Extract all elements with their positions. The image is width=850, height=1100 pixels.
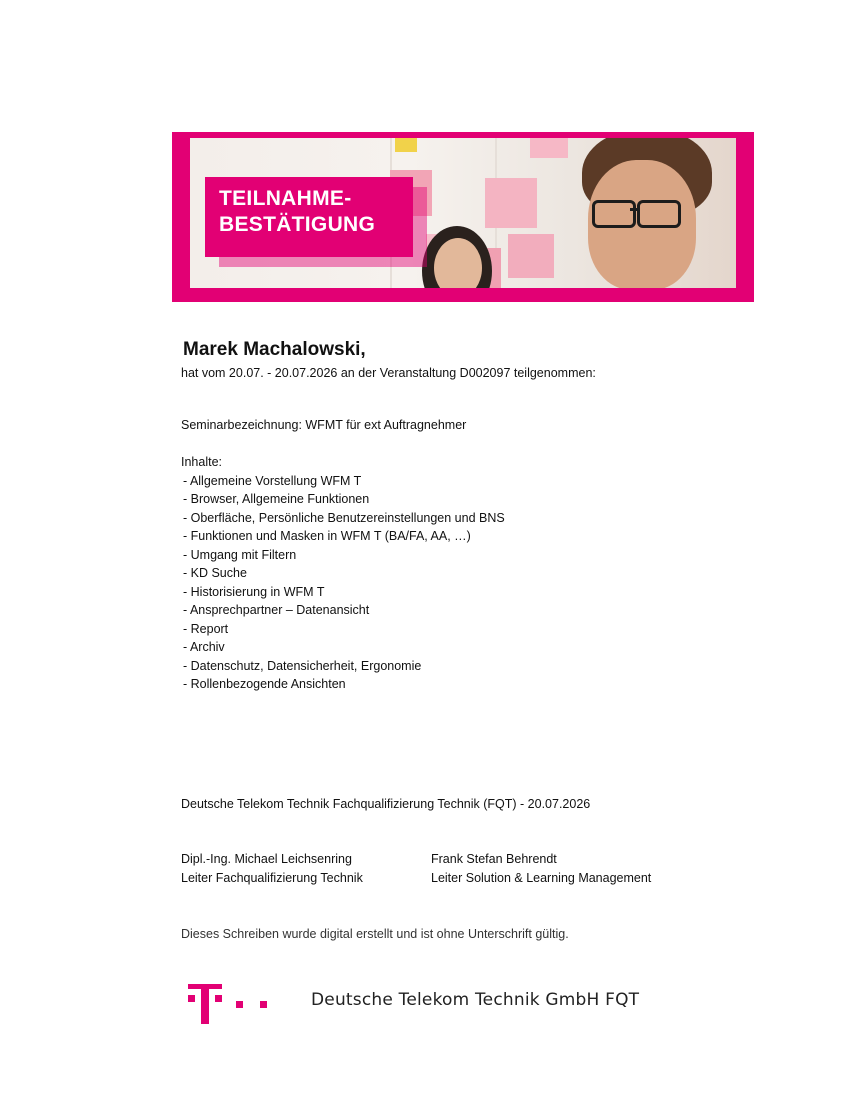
- glasses-left-lens: [592, 200, 636, 228]
- sticky-note: [485, 178, 537, 228]
- recipient-name: Marek Machalowski,: [183, 339, 366, 360]
- contents-item: - Archiv: [183, 640, 225, 654]
- title-box: [205, 177, 413, 257]
- banner-photo: [190, 138, 736, 288]
- header-banner: [172, 132, 754, 302]
- signatory-left-name: Dipl.-Ing. Michael Leichsenring: [181, 852, 352, 866]
- banner-title-line2: BESTÄTIGUNG: [219, 213, 376, 236]
- contents-item: - Allgemeine Vorstellung WFM T: [183, 474, 362, 488]
- contents-heading: Inhalte:: [181, 455, 223, 469]
- signatory-right-role: Leiter Solution & Learning Management: [431, 871, 652, 885]
- footer-company-name: Deutsche Telekom Technik GmbH FQT: [311, 990, 640, 1010]
- glasses-right-lens: [637, 200, 681, 228]
- contents-item: - Historisierung in WFM T: [183, 585, 325, 599]
- digital-notice: Dieses Schreiben wurde digital erstellt und ist ohne Unterschrift gültig.: [181, 927, 569, 941]
- attendance-statement: hat vom 20.07. - 20.07.2026 an der Veranstaltung D002097 teilgenommen:: [181, 366, 596, 380]
- contents-item: - Browser, Allgemeine Funktionen: [183, 492, 370, 506]
- banner-title-line1: TEILNAHME-: [219, 187, 352, 210]
- telekom-t-logo-icon: [186, 980, 272, 1031]
- signatory-right-name: Frank Stefan Behrendt: [431, 852, 557, 866]
- issuer-line: Deutsche Telekom Technik Fachqualifizierung Technik (FQT) - 20.07.2026: [181, 797, 591, 811]
- sticky-note: [530, 138, 568, 158]
- signatory-left-role: Leiter Fachqualifizierung Technik: [181, 871, 363, 885]
- contents-item: - Umgang mit Filtern: [183, 548, 297, 562]
- contents-item: - Funktionen und Masken in WFM T (BA/FA, AA, …): [183, 529, 471, 543]
- sticky-note: [395, 138, 417, 152]
- contents-item: - Oberfläche, Persönliche Benutzereinstellungen und BNS: [183, 511, 505, 525]
- seminar-title: Seminarbezeichnung: WFMT für ext Auftragnehmer: [181, 418, 467, 432]
- glasses-bridge: [630, 208, 640, 211]
- contents-item: - Datenschutz, Datensicherheit, Ergonomie: [183, 659, 422, 673]
- contents-item: - Report: [183, 622, 229, 636]
- contents-item: - Rollenbezogende Ansichten: [183, 677, 346, 691]
- contents-item: - KD Suche: [183, 566, 247, 580]
- contents-item: - Ansprechpartner – Datenansicht: [183, 603, 370, 617]
- sticky-note: [508, 234, 554, 278]
